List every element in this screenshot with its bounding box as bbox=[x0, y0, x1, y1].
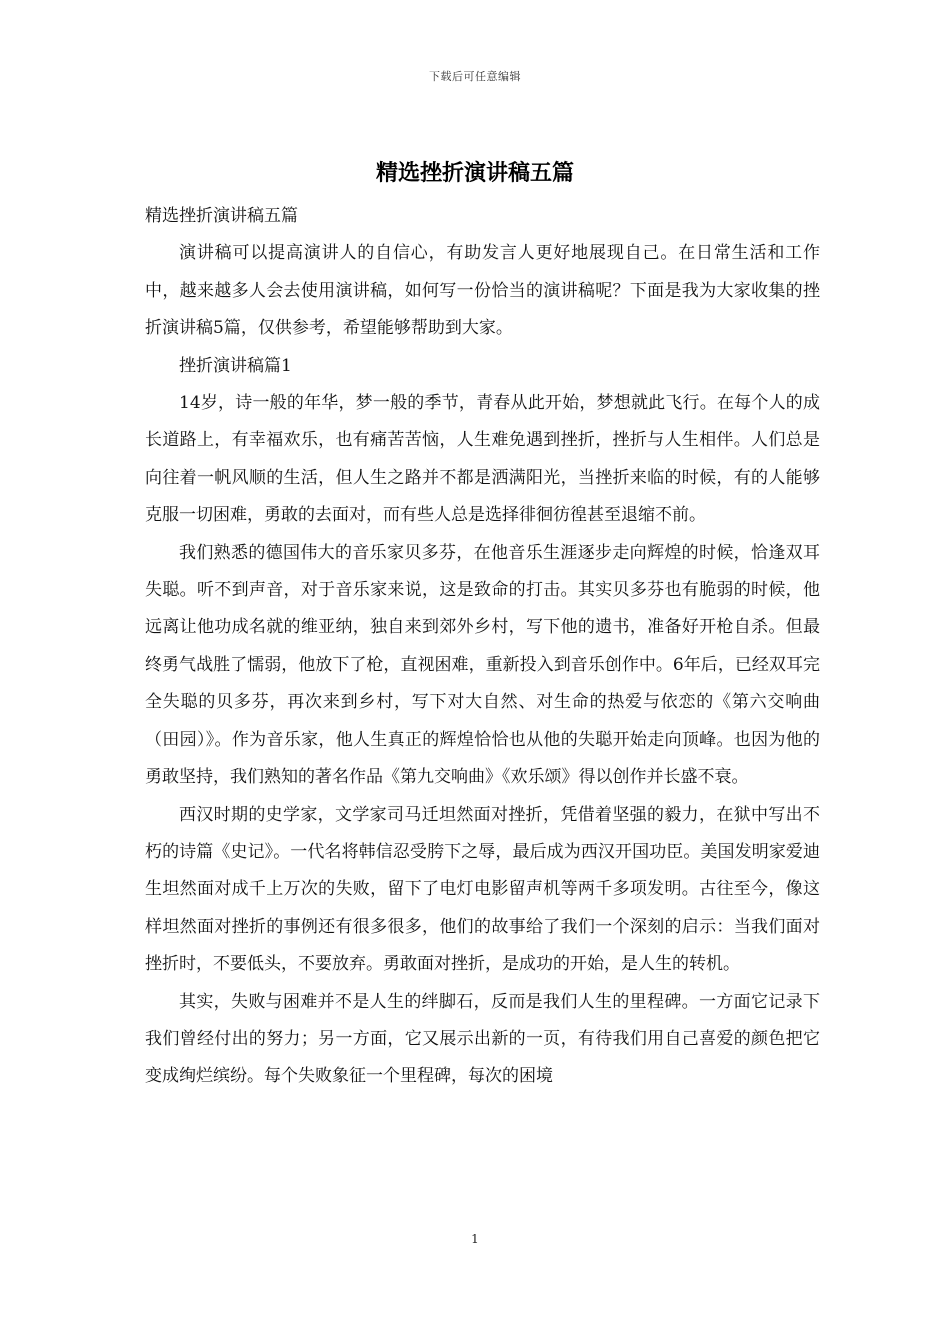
paragraph: 14岁，诗一般的年华，梦一般的季节，青春从此开始，梦想就此飞行。在每个人的成长道路上，有幸福欢乐，也有痛苦苦恼，人生难免遇到挫折，挫折与人生相伴。人们总是向往着一帆风顺的生活，但人生之路并不都是洒满阳光，当挫折来临的时候，有的人能够克服一切困难，勇敢的去面对，而有些人总是选择徘徊彷徨甚至退缩不前。 bbox=[145, 393, 820, 526]
document-title: 精选挫折演讲稿五篇 bbox=[375, 160, 574, 186]
paragraph-intro: 演讲稿可以提高演讲人的自信心，有助发言人更好地展现自己。在日常生活和工作中，越来越多人会去使用演讲稿，如何写一份恰当的演讲稿呢？下面是我为大家收集的挫折演讲稿5篇，仅供参考，希望能够帮助到大家。 bbox=[145, 243, 820, 339]
document-subtitle: 精选挫折演讲稿五篇 bbox=[145, 206, 298, 226]
header-note: 下载后可任意编辑 bbox=[429, 70, 521, 83]
page-number: 1 bbox=[471, 1232, 479, 1246]
document-body bbox=[145, 198, 820, 1096]
paragraph: 我们熟悉的德国伟大的音乐家贝多芬，在他音乐生涯逐步走向辉煌的时候，恰逢双耳失聪。听不到声音，对于音乐家来说，这是致命的打击。其实贝多芬也有脆弱的时候，他远离让他功成名就的维亚纳，独自来到郊外乡村，写下他的遗书，准备好开枪自杀。但最终勇气战胜了懦弱，他放下了枪，直视困难，重新投入到音乐创作中。6年后，已经双耳完全失聪的贝多芬，再次来到乡村，写下对大自然、对生命的热爱与依恋的《第六交响曲（田园）》。作为音乐家，他人生真正的辉煌恰恰也从他的失聪开始走向顶峰。也因为他的勇敢坚持，我们熟知的著名作品《第九交响曲》《欢乐颂》得以创作并长盛不衰。 bbox=[145, 542, 820, 788]
section-heading: 挫折演讲稿篇1 bbox=[179, 355, 292, 376]
paragraph: 其实，失败与困难并不是人生的绊脚石，反而是我们人生的里程碑。一方面它记录下我们曾经付出的努力；另一方面，它又展示出新的一页，有待我们用自己喜爱的颜色把它变成绚烂缤纷。每个失败象征一个里程碑，每次的困境 bbox=[145, 991, 820, 1087]
paragraph: 西汉时期的史学家，文学家司马迁坦然面对挫折，凭借着坚强的毅力，在狱中写出不朽的诗篇《史记》。一代名将韩信忍受胯下之辱，最后成为西汉开国功臣。美国发明家爱迪生坦然面对成千上万次的失败，留下了电灯电影留声机等两千多项发明。古往至今，像这样坦然面对挫折的事例还有很多很多，他们的故事给了我们一个深刻的启示：当我们面对挫折时，不要低头，不要放弃。勇敢面对挫折，是成功的开始，是人生的转机。 bbox=[145, 804, 820, 975]
